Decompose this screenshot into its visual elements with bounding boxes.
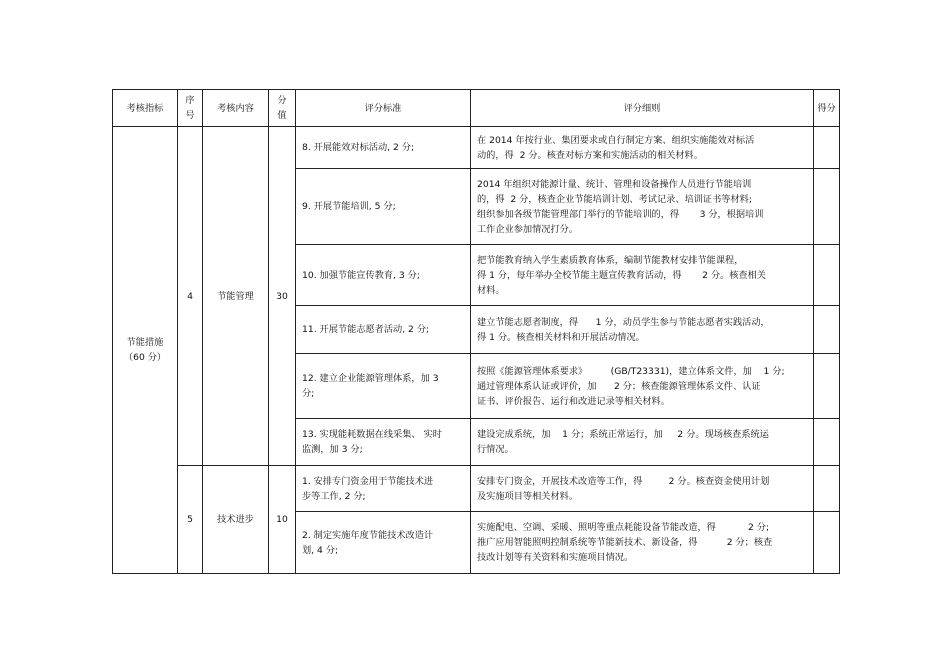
evaluation-table [112, 89, 840, 574]
detail-cell: 按照《能源管理体系要求》 (GB/T23331)，建立体系文件，加 1 分; 通过管理体系认证或评价，加 2 分；核查能源管理体系文件、认证 证书、评价报告、运行和改进记录等相关材料。 [471, 354, 814, 419]
score-cell: 10 [269, 466, 296, 574]
gained-cell [814, 354, 840, 419]
content-cell: 节能管理 [203, 127, 269, 466]
standard-cell: 12. 建立企业能源管理体系，加 3 分; [296, 354, 471, 419]
header-seq: 序 号 [178, 90, 203, 127]
score-cell: 30 [269, 127, 296, 466]
standard-cell: 10. 加强节能宣传教育, 3 分; [296, 245, 471, 306]
gained-cell [814, 512, 840, 574]
standard-cell: 2. 制定实施年度节能技术改造计 划, 4 分; [296, 512, 471, 574]
header-gained: 得分 [814, 90, 840, 127]
standard-cell: 9. 开展节能培训, 5 分; [296, 169, 471, 245]
detail-cell: 实施配电、空调、采暖、照明等重点耗能设备节能改造，得 2 分; 推广应用智能照明控制系统等节能新技术、新设备，得 2 分；核查 技改计划等有关资料和实施项目情况。 [471, 512, 814, 574]
standard-cell: 8. 开展能效对标活动, 2 分; [296, 127, 471, 169]
header-detail: 评分细则 [471, 90, 814, 127]
header-standard: 评分标准 [296, 90, 471, 127]
detail-cell: 在 2014 年按行业、集团要求或自行制定方案、组织实施能效对标活 动的，得 2 分。核查对标方案和实施活动的相关材料。 [471, 127, 814, 169]
standard-cell: 1. 安排专门资金用于节能技术进 步等工作, 2 分; [296, 466, 471, 512]
detail-cell: 2014 年组织对能源计量、统计、管理和设备操作人员进行节能培训 的，得 2 分，核查企业节能培训计划、考试记录、培训证书等材料; 组织参加各级节能管理部门举行的节能培训的，得 3 分，根据培训 工作企业参加情况打分。 [471, 169, 814, 245]
gained-cell [814, 245, 840, 306]
gained-cell [814, 127, 840, 169]
seq-cell: 4 [178, 127, 203, 466]
standard-cell: 11. 开展节能志愿者活动, 2 分; [296, 306, 471, 354]
detail-cell: 建设完成系统，加 1 分；系统正常运行，加 2 分。现场核查系统运 行情况。 [471, 419, 814, 466]
gained-cell [814, 466, 840, 512]
detail-cell: 安排专门资金，开展技术改造等工作，得 2 分。核查资金使用计划 及实施项目等相关材料。 [471, 466, 814, 512]
indicator-cell: 节能措施 （60 分） [113, 127, 178, 574]
header-indicator: 考核指标 [113, 90, 178, 127]
table-header-row [113, 90, 840, 127]
table-row [113, 466, 840, 512]
gained-cell [814, 419, 840, 466]
header-content: 考核内容 [203, 90, 269, 127]
header-score: 分 值 [269, 90, 296, 127]
detail-cell: 把节能教育纳入学生素质教育体系，编制节能教材安排节能课程， 得 1 分，每年举办全校节能主题宣传教育活动，得 2 分。核查相关 材料。 [471, 245, 814, 306]
seq-cell: 5 [178, 466, 203, 574]
standard-cell: 13. 实现能耗数据在线采集、 实时 监测，加 3 分; [296, 419, 471, 466]
content-cell: 技术进步 [203, 466, 269, 574]
detail-cell: 建立节能志愿者制度，得 1 分，动员学生参与节能志愿者实践活动， 得 1 分。核查相关材料和开展活动情况。 [471, 306, 814, 354]
gained-cell [814, 306, 840, 354]
table-row [113, 127, 840, 169]
gained-cell [814, 169, 840, 245]
